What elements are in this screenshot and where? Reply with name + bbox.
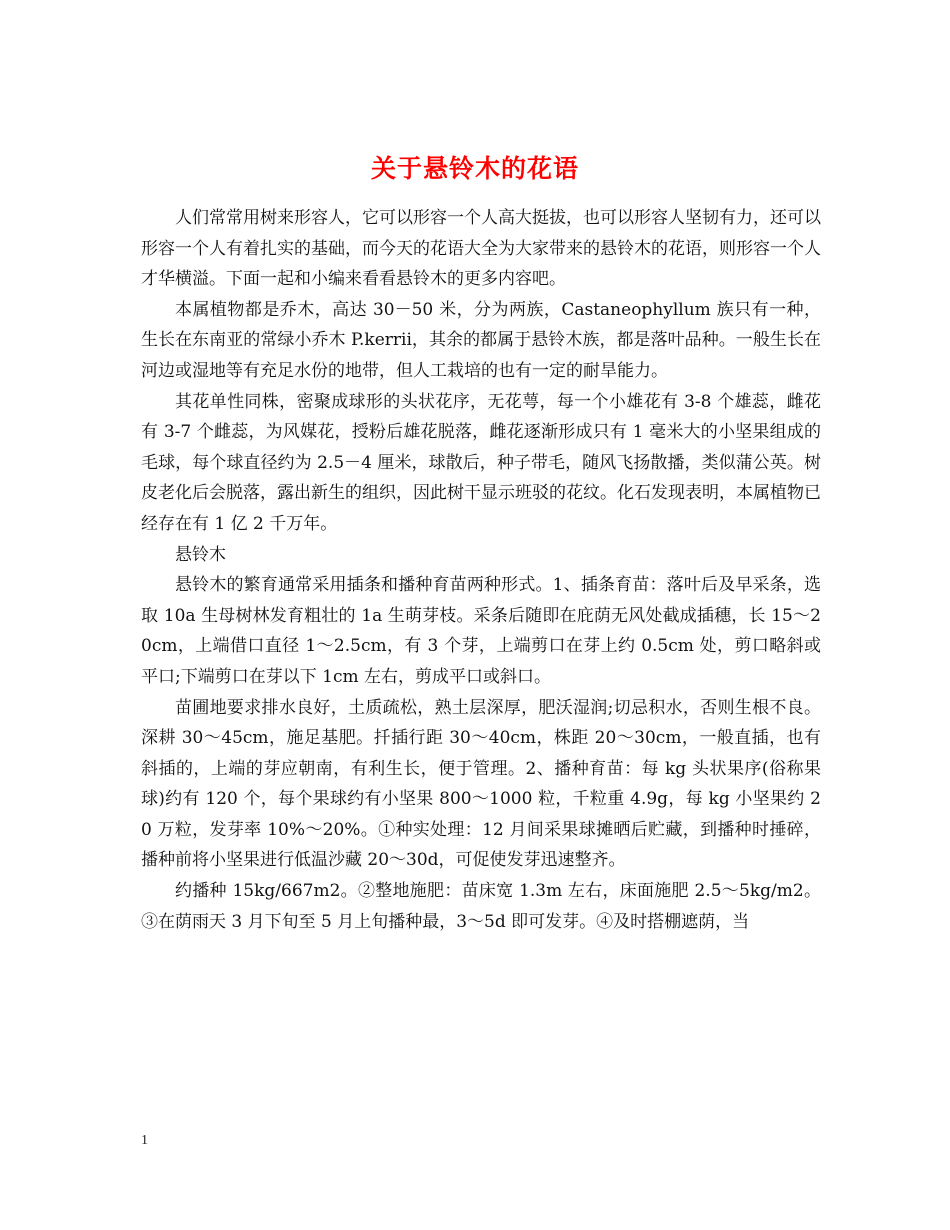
section-heading: 悬铃木 — [175, 544, 226, 565]
document-title: 关于悬铃木的花语 — [370, 153, 579, 183]
paragraph-sowing: 约播种 15kg/667m2。②整地施肥：苗床宽 1.3m 左右，床面施肥 2.5～5kg/m2。③在荫雨天 3 月下旬至 5 月上旬播种最，3～5d 即可发芽。④及时搭棚遮荫，当 — [141, 881, 821, 932]
paragraph-flower-description: 其花单性同株，密聚成球形的头状花序，无花萼，每一个小雄花有 3-8 个雄蕊，雌花有 3-7 个雌蕊，为风媒花，授粉后雄花脱落，雌花逐渐形成只有 1 毫米大的小坚果组成的毛球，每个球直径约为 2.5－4 厘米，球散后，种子带毛，随风飞扬散播，类似蒲公英。树皮老化后会脱落，露出新生的组织，因此树干显示班驳的花纹。化石发现表明，本属植物已经存在有 1 亿 2 千万年。 — [141, 391, 821, 534]
paragraph-genus-description: 本属植物都是乔木，高达 30－50 米，分为两族，Castaneophyllum 族只有一种，生长在东南亚的常绿小乔木 P.kerrii，其余的都属于悬铃木族，都是落叶品种。一般生长在河边或湿地等有充足水份的地带，但人工栽培的也有一定的耐旱能力。 — [141, 299, 821, 381]
paragraph-nursery: 苗圃地要求排水良好，土质疏松，熟土层深厚，肥沃湿润;切忌积水，否则生根不良。深耕 30～45cm，施足基肥。扦插行距 30～40cm，株距 20～30cm，一般直插，也有斜插的，上端的芽应朝南，有利生长，便于管理。2、播种育苗：每 kg 头状果序(俗称果球)约有 120 个，每个果球约有小坚果 800～1000 粒，千粒重 4.9g，每 kg 小坚果约 20 万粒，发芽率 10%～20%。①种实处理：12 月间采果球摊晒后贮藏，到播种时捶碎，播种前将小坚果进行低温沙藏 20～30d，可促使发芽迅速整齐。 — [141, 697, 821, 871]
paragraph-propagation: 悬铃木的繁育通常采用插条和播种育苗两种形式。1、插条育苗：落叶后及早采条，选取 10a 生母树林发育粗壮的 1a 生萌芽枝。采条后随即在庇荫无风处截成插穗，长 15～20cm，上端借口直径 1～2.5cm，有 3 个芽，上端剪口在芽上约 0.5cm 处，剪口略斜或平口;下端剪口在芽以下 1cm 左右，剪成平口或斜口。 — [141, 575, 821, 687]
document-body — [141, 203, 821, 937]
paragraph-intro: 人们常常用树来形容人，它可以形容一个人高大挺拔，也可以形容人坚韧有力，还可以形容一个人有着扎实的基础，而今天的花语大全为大家带来的悬铃木的花语，则形容一个人才华横溢。下面一起和小编来看看悬铃木的更多内容吧。 — [141, 208, 821, 290]
page-number: 1 — [141, 1133, 148, 1148]
